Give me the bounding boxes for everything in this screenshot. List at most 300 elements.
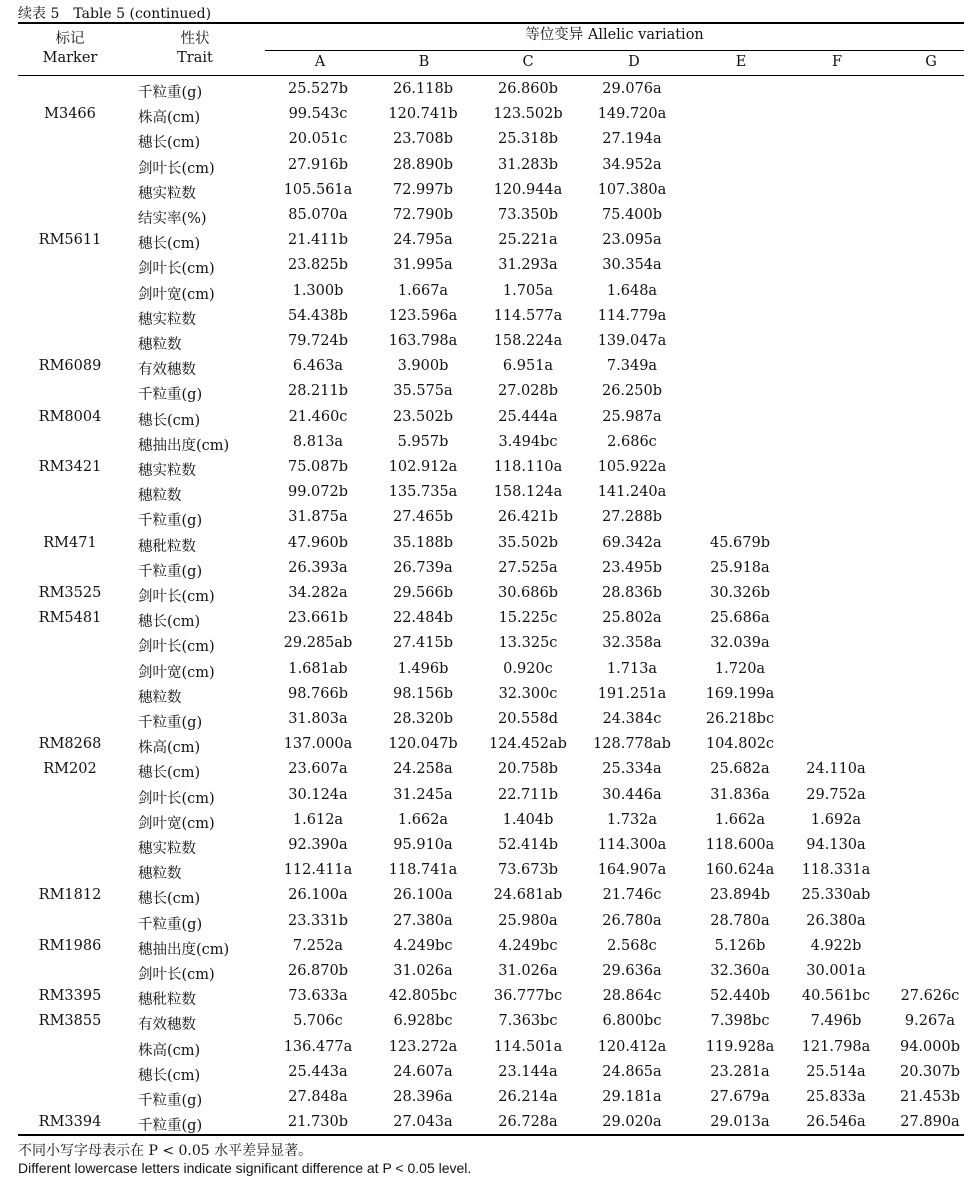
value-cell-e: 45.679b (709, 534, 771, 551)
table-row (18, 1110, 964, 1135)
trait-cell: 穗抽出度(cm) (138, 437, 230, 454)
value-cell-g: 21.453b (899, 1089, 961, 1105)
value-cell-b: 28.396a (393, 1089, 453, 1105)
value-cell-a: 47.960b (287, 534, 349, 551)
column-header-c: C (522, 54, 534, 70)
value-cell-e: 7.398bc (710, 1013, 770, 1030)
value-cell-e: 119.928a (705, 1038, 775, 1055)
value-cell-c: 114.577a (493, 307, 563, 324)
value-cell-e: 27.679a (710, 1089, 770, 1105)
value-cell-c: 27.525a (498, 559, 558, 576)
value-cell-b: 27.043a (393, 1114, 453, 1131)
value-cell-e: 26.218bc (705, 711, 775, 727)
value-cell-c: 1.705a (502, 282, 554, 299)
value-cell-b: 163.798a (388, 333, 458, 349)
table-row (18, 808, 964, 833)
value-cell-a: 21.730b (287, 1114, 349, 1131)
value-cell-a: 99.072b (287, 484, 349, 501)
marker-cell: RM5611 (38, 232, 102, 249)
value-cell-g: 94.000b (899, 1038, 961, 1055)
footnote-en: Different lowercase letters indicate significant difference at P < 0.05 level. (18, 1160, 472, 1176)
trait-cell: 有效穗数 (138, 1017, 196, 1034)
column-header-d: D (628, 54, 640, 70)
table-row (18, 178, 964, 203)
trait-cell: 千粒重(g) (138, 1093, 203, 1109)
value-cell-b: 31.026a (393, 963, 453, 979)
value-cell-f: 25.514a (806, 1063, 866, 1080)
value-cell-b: 3.900b (397, 358, 449, 375)
value-cell-e: 29.013a (710, 1114, 770, 1131)
allelic-sub-rule (265, 50, 964, 51)
value-cell-d: 7.349a (606, 358, 658, 375)
value-cell-a: 54.438b (287, 307, 349, 324)
table-row (18, 833, 964, 858)
table-row (18, 581, 964, 606)
table-row (18, 556, 964, 581)
value-cell-d: 29.181a (602, 1089, 662, 1105)
trait-cell: 株高(cm) (138, 110, 201, 127)
trait-cell: 剑叶长(cm) (138, 639, 215, 656)
value-cell-d: 27.288b (601, 509, 663, 526)
value-cell-c: 1.404b (502, 811, 554, 828)
table-row (18, 329, 964, 354)
value-cell-a: 23.825b (287, 257, 349, 274)
value-cell-b: 23.708b (392, 131, 454, 148)
trait-cell: 千粒重(g) (138, 563, 203, 580)
value-cell-a: 79.724b (287, 333, 349, 349)
trait-cell: 穗实粒数 (138, 311, 196, 328)
marker-cell: RM1986 (38, 937, 102, 954)
value-cell-a: 99.543c (288, 106, 348, 123)
marker-cell: RM8268 (38, 736, 102, 753)
header-marker-cn: 标记 (55, 31, 85, 47)
value-cell-b: 135.735a (388, 484, 458, 501)
value-cell-e: 30.326b (709, 585, 771, 601)
value-cell-f: 26.546a (806, 1114, 866, 1131)
table-row (18, 732, 964, 757)
trait-cell: 剑叶长(cm) (138, 261, 215, 278)
value-cell-d: 120.412a (597, 1038, 667, 1055)
table-row (18, 909, 964, 934)
value-cell-b: 27.380a (393, 912, 453, 929)
value-cell-b: 31.245a (393, 786, 453, 803)
value-cell-c: 52.414b (497, 837, 559, 853)
value-cell-b: 28.890b (392, 156, 454, 173)
trait-cell: 千粒重(g) (138, 916, 203, 933)
table-row (18, 858, 964, 883)
value-cell-d: 128.778ab (593, 736, 671, 753)
marker-cell: RM3394 (38, 1114, 102, 1131)
value-cell-a: 29.285ab (283, 635, 353, 652)
value-cell-d: 23.495b (601, 559, 663, 576)
value-cell-c: 32.300c (498, 685, 558, 702)
value-cell-a: 1.300b (292, 282, 344, 299)
value-cell-c: 15.225c (498, 610, 558, 627)
value-cell-d: 1.648a (606, 282, 658, 299)
column-header-e: E (735, 54, 747, 70)
value-cell-c: 25.221a (498, 232, 558, 249)
value-cell-d: 26.780a (602, 912, 662, 929)
trait-cell: 穗实粒数 (138, 185, 196, 202)
table-row (18, 1060, 964, 1085)
value-cell-e: 28.780a (710, 912, 770, 929)
value-cell-c: 0.920c (503, 660, 553, 677)
value-cell-d: 114.779a (597, 307, 667, 324)
value-cell-d: 29.020a (602, 1114, 662, 1131)
table-row (18, 77, 964, 102)
value-cell-e: 32.360a (710, 963, 770, 979)
value-cell-d: 107.380a (597, 181, 667, 198)
trait-cell: 穗长(cm) (138, 135, 201, 152)
table-row (18, 304, 964, 329)
value-cell-d: 24.865a (602, 1063, 662, 1080)
trait-cell: 穗长(cm) (138, 236, 201, 253)
value-cell-a: 6.463a (292, 358, 344, 375)
trait-cell: 穗秕粒数 (138, 538, 196, 555)
value-cell-b: 1.667a (397, 282, 449, 299)
table-row (18, 253, 964, 278)
value-cell-c: 124.452ab (489, 736, 567, 753)
header-trait-en: Trait (177, 50, 213, 66)
table-row (18, 455, 964, 480)
value-cell-a: 20.051c (288, 131, 348, 148)
value-cell-d: 25.802a (602, 610, 662, 627)
trait-cell: 剑叶长(cm) (138, 589, 215, 605)
value-cell-b: 72.997b (392, 181, 454, 198)
value-cell-a: 5.706c (293, 1013, 343, 1030)
marker-cell: RM8004 (38, 408, 102, 425)
trait-cell: 穗粒数 (138, 337, 182, 353)
footnote-cn: 不同小写字母表示在 P < 0.05 水平差异显著。 (18, 1143, 313, 1159)
value-cell-c: 25.444a (498, 408, 558, 425)
value-cell-d: 30.354a (602, 257, 662, 274)
value-cell-c: 120.944a (493, 181, 563, 198)
table-row (18, 102, 964, 127)
value-cell-f: 25.330ab (801, 887, 871, 904)
trait-cell: 千粒重(g) (138, 1118, 203, 1135)
value-cell-d: 28.864c (602, 988, 662, 1005)
value-cell-e: 25.918a (710, 559, 770, 576)
value-cell-b: 1.662a (397, 811, 449, 828)
value-cell-b: 72.790b (392, 207, 454, 223)
value-cell-b: 120.741b (388, 106, 458, 123)
value-cell-c: 24.681ab (493, 887, 563, 904)
value-cell-a: 105.561a (283, 181, 353, 198)
value-cell-a: 21.460c (288, 408, 348, 425)
table-row (18, 405, 964, 430)
value-cell-a: 1.612a (292, 811, 344, 828)
value-cell-d: 21.746c (602, 887, 662, 904)
table-row (18, 631, 964, 656)
value-cell-a: 26.870b (287, 963, 349, 979)
value-cell-d: 29.636a (602, 963, 662, 979)
value-cell-d: 191.251a (597, 685, 667, 702)
table-row (18, 354, 964, 379)
value-cell-e: 32.039a (710, 635, 770, 652)
value-cell-d: 32.358a (602, 635, 662, 652)
value-cell-e: 25.682a (710, 761, 770, 778)
value-cell-a: 92.390a (288, 837, 348, 853)
table-row (18, 606, 964, 631)
value-cell-c: 31.283b (497, 156, 559, 173)
marker-cell: RM5481 (38, 610, 102, 627)
trait-cell: 株高(cm) (138, 1042, 201, 1059)
value-cell-b: 1.496b (397, 660, 449, 677)
value-cell-a: 27.848a (288, 1089, 348, 1105)
value-cell-e: 1.662a (714, 811, 766, 828)
trait-cell: 剑叶宽(cm) (138, 286, 215, 303)
trait-cell: 穗长(cm) (138, 412, 201, 429)
value-cell-g: 20.307b (899, 1063, 961, 1080)
value-cell-d: 34.952a (602, 156, 662, 173)
table-row (18, 984, 964, 1009)
trait-cell: 结实率(%) (138, 211, 207, 227)
value-cell-d: 23.095a (602, 232, 662, 249)
value-cell-d: 105.922a (597, 459, 667, 475)
value-cell-c: 7.363bc (498, 1013, 558, 1030)
value-cell-b: 28.320b (392, 711, 454, 727)
table-row (18, 379, 964, 404)
value-cell-f: 40.561bc (801, 988, 871, 1005)
value-cell-f: 94.130a (806, 837, 866, 853)
trait-cell: 穗实粒数 (138, 463, 196, 479)
value-cell-f: 121.798a (801, 1038, 871, 1055)
value-cell-a: 27.916b (287, 156, 349, 173)
value-cell-c: 73.350b (497, 207, 559, 223)
trait-cell: 剑叶宽(cm) (138, 664, 215, 681)
marker-cell: RM3525 (38, 585, 102, 601)
value-cell-c: 13.325c (498, 635, 558, 652)
trait-cell: 千粒重(g) (138, 715, 203, 731)
value-cell-e: 104.802c (705, 736, 775, 753)
table-row (18, 279, 964, 304)
value-cell-a: 136.477a (283, 1038, 353, 1055)
marker-cell: M3466 (44, 106, 96, 123)
marker-cell: RM471 (43, 534, 97, 551)
value-cell-b: 123.272a (388, 1038, 458, 1055)
value-cell-a: 30.124a (288, 786, 348, 803)
value-cell-a: 7.252a (292, 937, 344, 954)
value-cell-b: 29.566b (392, 585, 454, 601)
value-cell-f: 7.496b (810, 1013, 862, 1030)
value-cell-e: 23.894b (709, 887, 771, 904)
value-cell-b: 26.739a (393, 559, 453, 576)
trait-cell: 剑叶长(cm) (138, 160, 215, 177)
header-allelic-variation: 等位变异 Allelic variation (525, 27, 704, 43)
value-cell-d: 69.342a (602, 534, 662, 551)
value-cell-a: 23.607a (288, 761, 348, 778)
value-cell-a: 73.633a (288, 988, 348, 1005)
value-cell-e: 23.281a (710, 1063, 770, 1080)
value-cell-c: 114.501a (493, 1038, 563, 1055)
value-cell-d: 1.732a (606, 811, 658, 828)
table-row (18, 430, 964, 455)
value-cell-c: 123.502b (493, 106, 563, 123)
trait-cell: 穗长(cm) (138, 891, 201, 908)
value-cell-d: 25.987a (602, 408, 662, 425)
value-cell-b: 118.741a (388, 862, 458, 879)
table-row (18, 959, 964, 984)
value-cell-c: 26.421b (497, 509, 559, 526)
value-cell-f: 24.110a (806, 761, 866, 778)
table-row (18, 203, 964, 228)
marker-cell: RM3855 (38, 1013, 102, 1030)
table-row (18, 707, 964, 732)
value-cell-c: 30.686b (497, 585, 559, 601)
value-cell-d: 114.300a (597, 837, 667, 853)
value-cell-a: 31.875a (288, 509, 348, 526)
value-cell-b: 120.047b (388, 736, 458, 753)
value-cell-f: 25.833a (806, 1089, 866, 1105)
trait-cell: 穗长(cm) (138, 614, 201, 631)
value-cell-d: 2.568c (607, 937, 657, 954)
value-cell-c: 20.558d (497, 711, 559, 727)
value-cell-a: 75.087b (287, 459, 349, 475)
trait-cell: 剑叶长(cm) (138, 790, 215, 807)
value-cell-a: 31.803a (288, 711, 348, 727)
value-cell-b: 35.188b (392, 534, 454, 551)
value-cell-b: 102.912a (388, 459, 458, 475)
trait-cell: 有效穗数 (138, 362, 196, 379)
marker-cell: RM6089 (38, 358, 102, 375)
value-cell-c: 25.980a (498, 912, 558, 929)
table-row (18, 1035, 964, 1060)
value-cell-e: 52.440b (709, 988, 771, 1005)
table-row (18, 934, 964, 959)
column-header-a: A (314, 54, 326, 70)
value-cell-c: 26.728a (498, 1114, 558, 1131)
value-cell-a: 112.411a (283, 862, 353, 879)
table-row (18, 883, 964, 908)
value-cell-c: 31.293a (498, 257, 558, 274)
trait-cell: 千粒重(g) (138, 513, 203, 530)
trait-cell: 穗长(cm) (138, 1067, 201, 1084)
header-marker-en: Marker (42, 50, 98, 66)
value-cell-b: 23.502b (392, 408, 454, 425)
trait-cell: 千粒重(g) (138, 85, 203, 101)
value-cell-c: 25.318b (497, 131, 559, 148)
value-cell-a: 28.211b (287, 383, 349, 400)
header-trait (140, 30, 250, 68)
value-cell-d: 149.720a (597, 106, 667, 123)
value-cell-b: 26.118b (392, 81, 454, 97)
table-row (18, 682, 964, 707)
value-cell-g: 9.267a (904, 1013, 956, 1030)
value-cell-c: 3.494bc (498, 433, 558, 450)
value-cell-f: 118.331a (801, 862, 871, 879)
caption-en: Table 5 (continued) (73, 6, 212, 22)
value-cell-d: 2.686c (607, 433, 657, 450)
value-cell-c: 20.758b (497, 761, 559, 778)
column-header-g: G (925, 54, 937, 70)
value-cell-c: 6.951a (502, 358, 554, 375)
value-cell-g: 27.890a (900, 1114, 960, 1131)
value-cell-f: 1.692a (810, 811, 862, 828)
value-cell-a: 26.393a (288, 559, 348, 576)
marker-cell: RM202 (43, 761, 97, 778)
trait-cell: 穗粒数 (138, 488, 182, 505)
value-cell-e: 1.720a (714, 660, 766, 677)
value-cell-d: 6.800bc (602, 1013, 662, 1030)
header-trait-cn: 性状 (180, 31, 210, 47)
value-cell-b: 24.258a (393, 761, 453, 778)
value-cell-c: 118.110a (493, 459, 563, 475)
trait-cell: 剑叶长(cm) (138, 967, 215, 983)
value-cell-d: 139.047a (597, 333, 667, 349)
value-cell-c: 158.224a (493, 333, 563, 349)
value-cell-a: 26.100a (288, 887, 348, 904)
column-header-b: B (418, 54, 430, 70)
value-cell-c: 27.028b (497, 383, 559, 400)
trait-cell: 穗粒数 (138, 689, 182, 706)
value-cell-e: 25.686a (710, 610, 770, 627)
value-cell-a: 8.813a (292, 433, 344, 450)
value-cell-b: 6.928bc (393, 1013, 453, 1030)
value-cell-c: 36.777bc (493, 988, 563, 1005)
value-cell-a: 25.443a (288, 1063, 348, 1080)
bottom-rule (18, 1134, 964, 1136)
value-cell-e: 5.126b (714, 937, 766, 954)
value-cell-c: 31.026a (498, 963, 558, 979)
value-cell-d: 24.384c (602, 711, 662, 727)
value-cell-b: 22.484b (392, 610, 454, 627)
value-cell-b: 95.910a (393, 837, 453, 853)
value-cell-b: 4.249bc (393, 937, 453, 954)
value-cell-f: 4.922b (810, 937, 862, 954)
value-cell-f: 29.752a (806, 786, 866, 803)
table-row (18, 228, 964, 253)
value-cell-c: 35.502b (497, 534, 559, 551)
value-cell-b: 31.995a (393, 257, 453, 274)
trait-cell: 千粒重(g) (138, 387, 203, 404)
trait-cell: 剑叶宽(cm) (138, 815, 215, 832)
trait-cell: 穗长(cm) (138, 765, 201, 782)
trait-cell: 穗秕粒数 (138, 992, 196, 1009)
value-cell-b: 27.465b (392, 509, 454, 526)
value-cell-e: 169.199a (705, 685, 775, 702)
value-cell-c: 26.860b (497, 81, 559, 97)
value-cell-a: 23.331b (287, 912, 349, 929)
top-rule (18, 22, 964, 24)
value-cell-a: 85.070a (288, 207, 348, 223)
marker-cell: RM3421 (38, 459, 102, 475)
value-cell-b: 26.100a (393, 887, 453, 904)
table-row (18, 480, 964, 505)
table-row (18, 1009, 964, 1034)
value-cell-a: 98.766b (287, 685, 349, 702)
value-cell-d: 29.076a (602, 81, 662, 97)
value-cell-c: 73.673b (497, 862, 559, 879)
table-row (18, 757, 964, 782)
value-cell-b: 24.607a (393, 1063, 453, 1080)
value-cell-b: 123.596a (388, 307, 458, 324)
value-cell-d: 27.194a (602, 131, 662, 148)
column-header-f: F (831, 54, 843, 70)
value-cell-d: 28.836b (601, 585, 663, 601)
value-cell-a: 137.000a (283, 736, 353, 753)
value-cell-c: 158.124a (493, 484, 563, 501)
value-cell-d: 26.250b (601, 383, 663, 400)
value-cell-a: 34.282a (288, 585, 348, 601)
table-row (18, 783, 964, 808)
value-cell-a: 23.661b (287, 610, 349, 627)
value-cell-c: 22.711b (497, 786, 559, 803)
value-cell-b: 42.805bc (388, 988, 458, 1005)
table-row (18, 657, 964, 682)
table-row (18, 1085, 964, 1110)
table-caption (18, 3, 211, 23)
value-cell-c: 26.214a (498, 1089, 558, 1105)
